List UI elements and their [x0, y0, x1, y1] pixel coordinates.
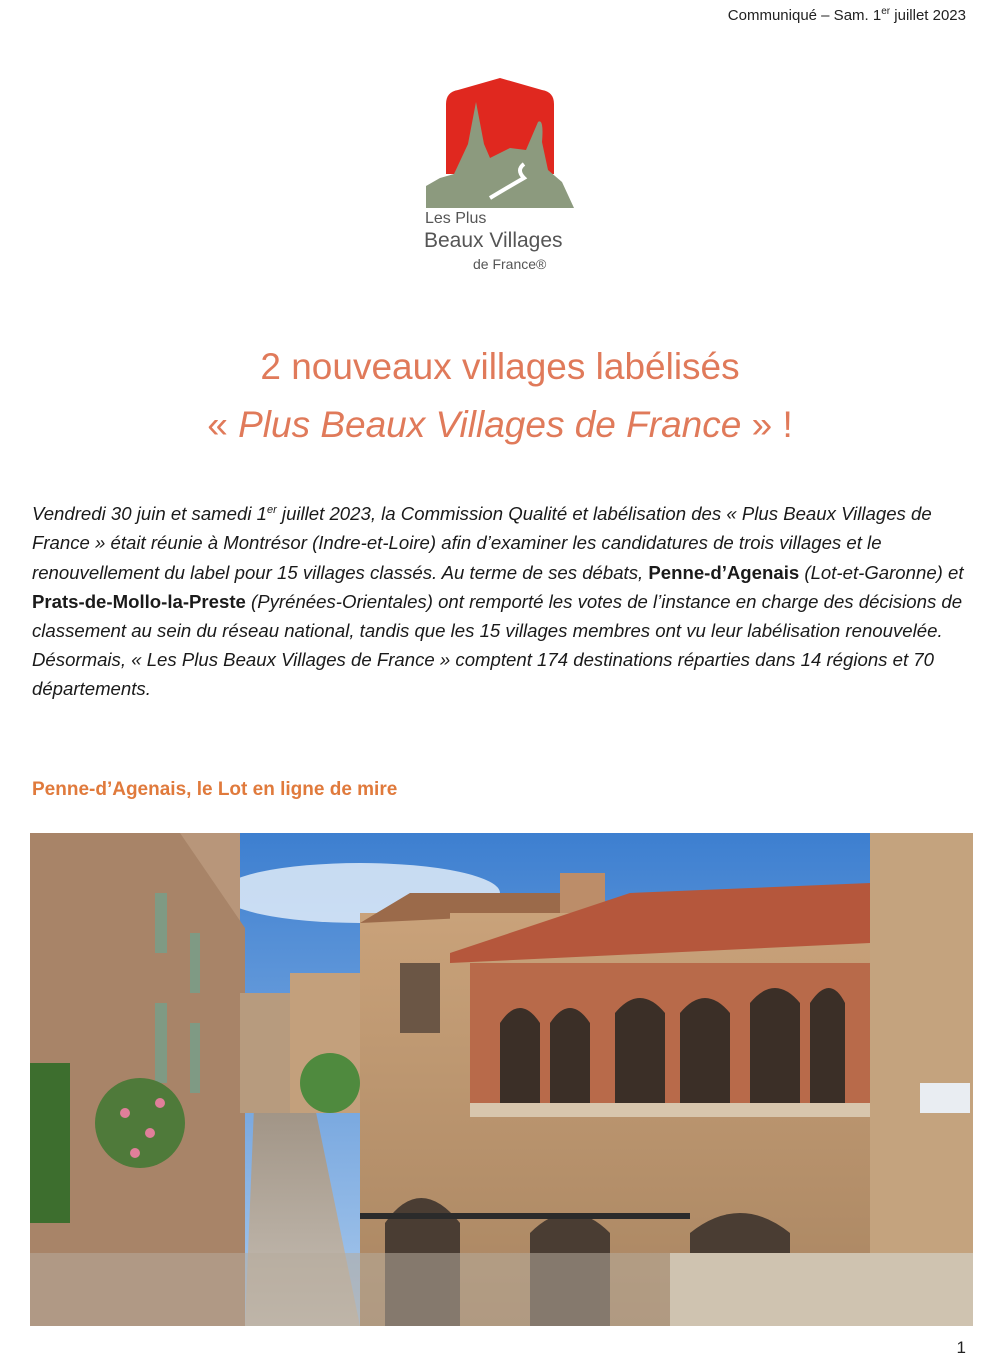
- page-number: 1: [956, 1338, 966, 1357]
- title-line-2: « Plus Beaux Villages de France » !: [207, 404, 793, 445]
- logo-line-2: Beaux Villages: [424, 229, 563, 252]
- logo-line-3: de France®: [473, 256, 547, 272]
- page-title: [0, 338, 1000, 454]
- intro-paragraph: Vendredi 30 juin et samedi 1er juillet 2023, la Commission Qualité et labélisation des « Plus Beaux Villages de France » était réunie à Montrésor (Indre-et-Loire) afin d’examiner les candidatures de trois villages et le renouvellement du label pour 15 villages classés. Au terme de ses débats, Penne-d’Agenais (Lot-et-Garonne) et Prats-de-Mollo-la-Preste (Pyrénées-Orientales) ont remporté les votes de l’instance en charge des décisions de classement au sein du réseau national, tandis que les 15 villages membres ont vu leur labélisation renouvelée. Désormais, « Les Plus Beaux Villages de France » comptent 174 destinations réparties dans 14 régions et 70 départements.: [32, 503, 964, 700]
- village-photo: [30, 833, 973, 1326]
- logo: [420, 78, 580, 278]
- village-name-prats: Prats-de-Mollo-la-Preste: [32, 590, 246, 612]
- title-line-1: 2 nouveaux villages labélisés: [260, 346, 740, 387]
- section-heading: Penne-d’Agenais, le Lot en ligne de mire: [32, 779, 398, 800]
- village-logo-icon: [420, 78, 580, 208]
- document-date: Communiqué – Sam. 1er juillet 2023: [727, 6, 966, 24]
- logo-line-1: Les Plus: [425, 210, 487, 227]
- village-name-penne: Penne-d’Agenais: [648, 561, 800, 583]
